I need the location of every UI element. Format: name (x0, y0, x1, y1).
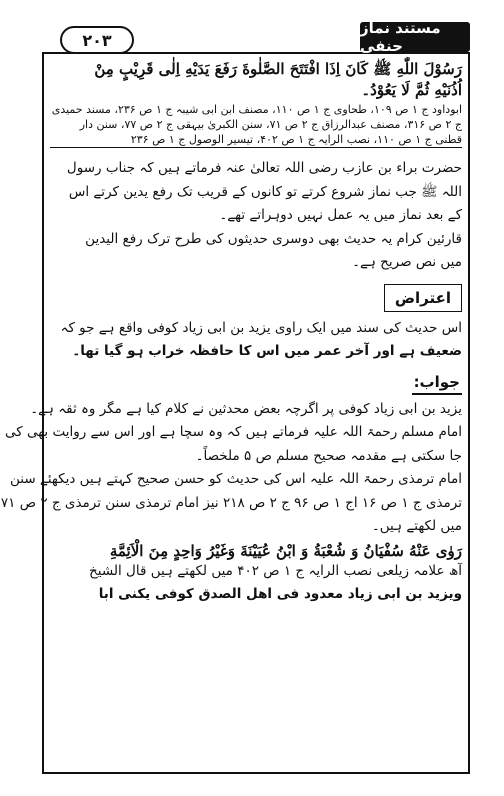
answer-line: میں لکھتے ہیں۔ (371, 518, 462, 534)
paragraph-line: اللہ ﷺ جب نماز شروع کرتے تو کانوں کے قریب تک رفع یدین کرتے اس (68, 183, 462, 200)
paragraph-line: میں نص صریح ہے۔ (352, 254, 462, 270)
reference-line: قطنی ج ۱ ص ۱۱۰، نصب الرایہ ج ۱ ص ۴۰۲، تیسیر الوصول ج ۱ ص ۲۳۶ (50, 134, 462, 148)
answer-heading: جواب: (412, 373, 462, 395)
answer-line: امام ترمذی رحمۃ اللہ علیہ اس کی حدیث کو حسن صحیح کہتے ہیں دیکھئے سنن (9, 471, 462, 487)
page-number-badge: ۲۰۳ (60, 26, 134, 54)
hadith-arabic-line: رَسُوْلَ اللّٰهِ ﷺ كَانَ اِذَا افْتَتَحَ الصَّلٰوةَ رَفَعَ يَدَيْهِ اِلٰى قَرِيْبٍ مِنْ (94, 60, 462, 78)
objection-heading-wrap (50, 280, 462, 322)
objection-heading: اعتراض (384, 284, 462, 312)
objection-line: اس حدیث کی سند میں ایک راوی یزید بن ابی زیاد کوفی واقع ہے جو کہ (60, 319, 462, 336)
paragraph-line: قارئین کرام یہ حدیث بھی دوسری حدیثوں کی طرح ترک رفع الیدین (85, 230, 462, 247)
answer-line: ترمذی ج ۱ ص ۱۶ اج ۱ ص ۹۶ ج ۲ ص ۲۱۸ نیز امام ترمذی سنن ترمذی ج ۲ ص ۷۱ (0, 494, 462, 511)
hadith-arabic-line: اُذُنَيْهِ ثُمَّ لَا يَعُوْدُ۔ (361, 81, 462, 99)
answer-line: امام مسلم رحمۃ اللہ علیہ فرماتے ہیں کہ وہ سچا ہے اور اس سے روایت بھی کی (4, 424, 462, 440)
closing-line: آھ علامہ زیلعی نصب الرایہ ج ۱ ص ۴۰۲ میں لکھتے ہیں قال الشیخ (89, 562, 462, 579)
paragraph-line: کے بعد نماز میں یہ عمل نہیں دوہراتے تھے۔ (219, 207, 462, 223)
closing-line: ویزید بن ابی زیاد معدود فی اھل الصدق کوفی یکنی ابا (98, 586, 462, 602)
reference-line: ابوداود ج ۱ ص ۱۰۹، طحاوی ج ۱ ص ۱۱۰، مصنف ابن ابی شیبہ ج ۱ ص ۲۳۶، مسند حمیدی (51, 103, 462, 116)
answer-line: جا سکتی ہے مقدمہ صحیح مسلم ص ۵ ملخصاً۔ (195, 447, 462, 464)
paragraph-line: حضرت براء بن عازب رضی اللہ تعالیٰ عنہ فرماتے ہیں کہ جناب رسول (66, 160, 462, 176)
page-content (0, 60, 462, 612)
book-title-label: مستند نماز حنفی (360, 22, 470, 52)
answer-heading-wrap (50, 369, 462, 403)
arabic-quote-line: رَوٰى عَنْهُ سُفْيَانُ وَ شُعْبَةُ وَ ابْنُ عُيَيْنَةَ وَغَيْرُ وَاحِدٍ مِنَ الْاَئِمَّةِ (109, 541, 462, 560)
answer-line: یزید بن ابی زیاد کوفی پر اگرچہ بعض محدثین نے کلام کیا ہے مگر وہ ثقہ ہے۔ (30, 400, 462, 417)
reference-line: ج ۲ ص ۳۱۶، مصنف عبدالرزاق ج ۲ ص ۷۱، سنن الکبریٰ بیہقی ج ۲ ص ۷۷، سنن دار (79, 118, 462, 131)
objection-line: ضعیف ہے اور آخر عمر میں اس کا حافظہ خراب ہو گیا تھا۔ (72, 343, 462, 359)
